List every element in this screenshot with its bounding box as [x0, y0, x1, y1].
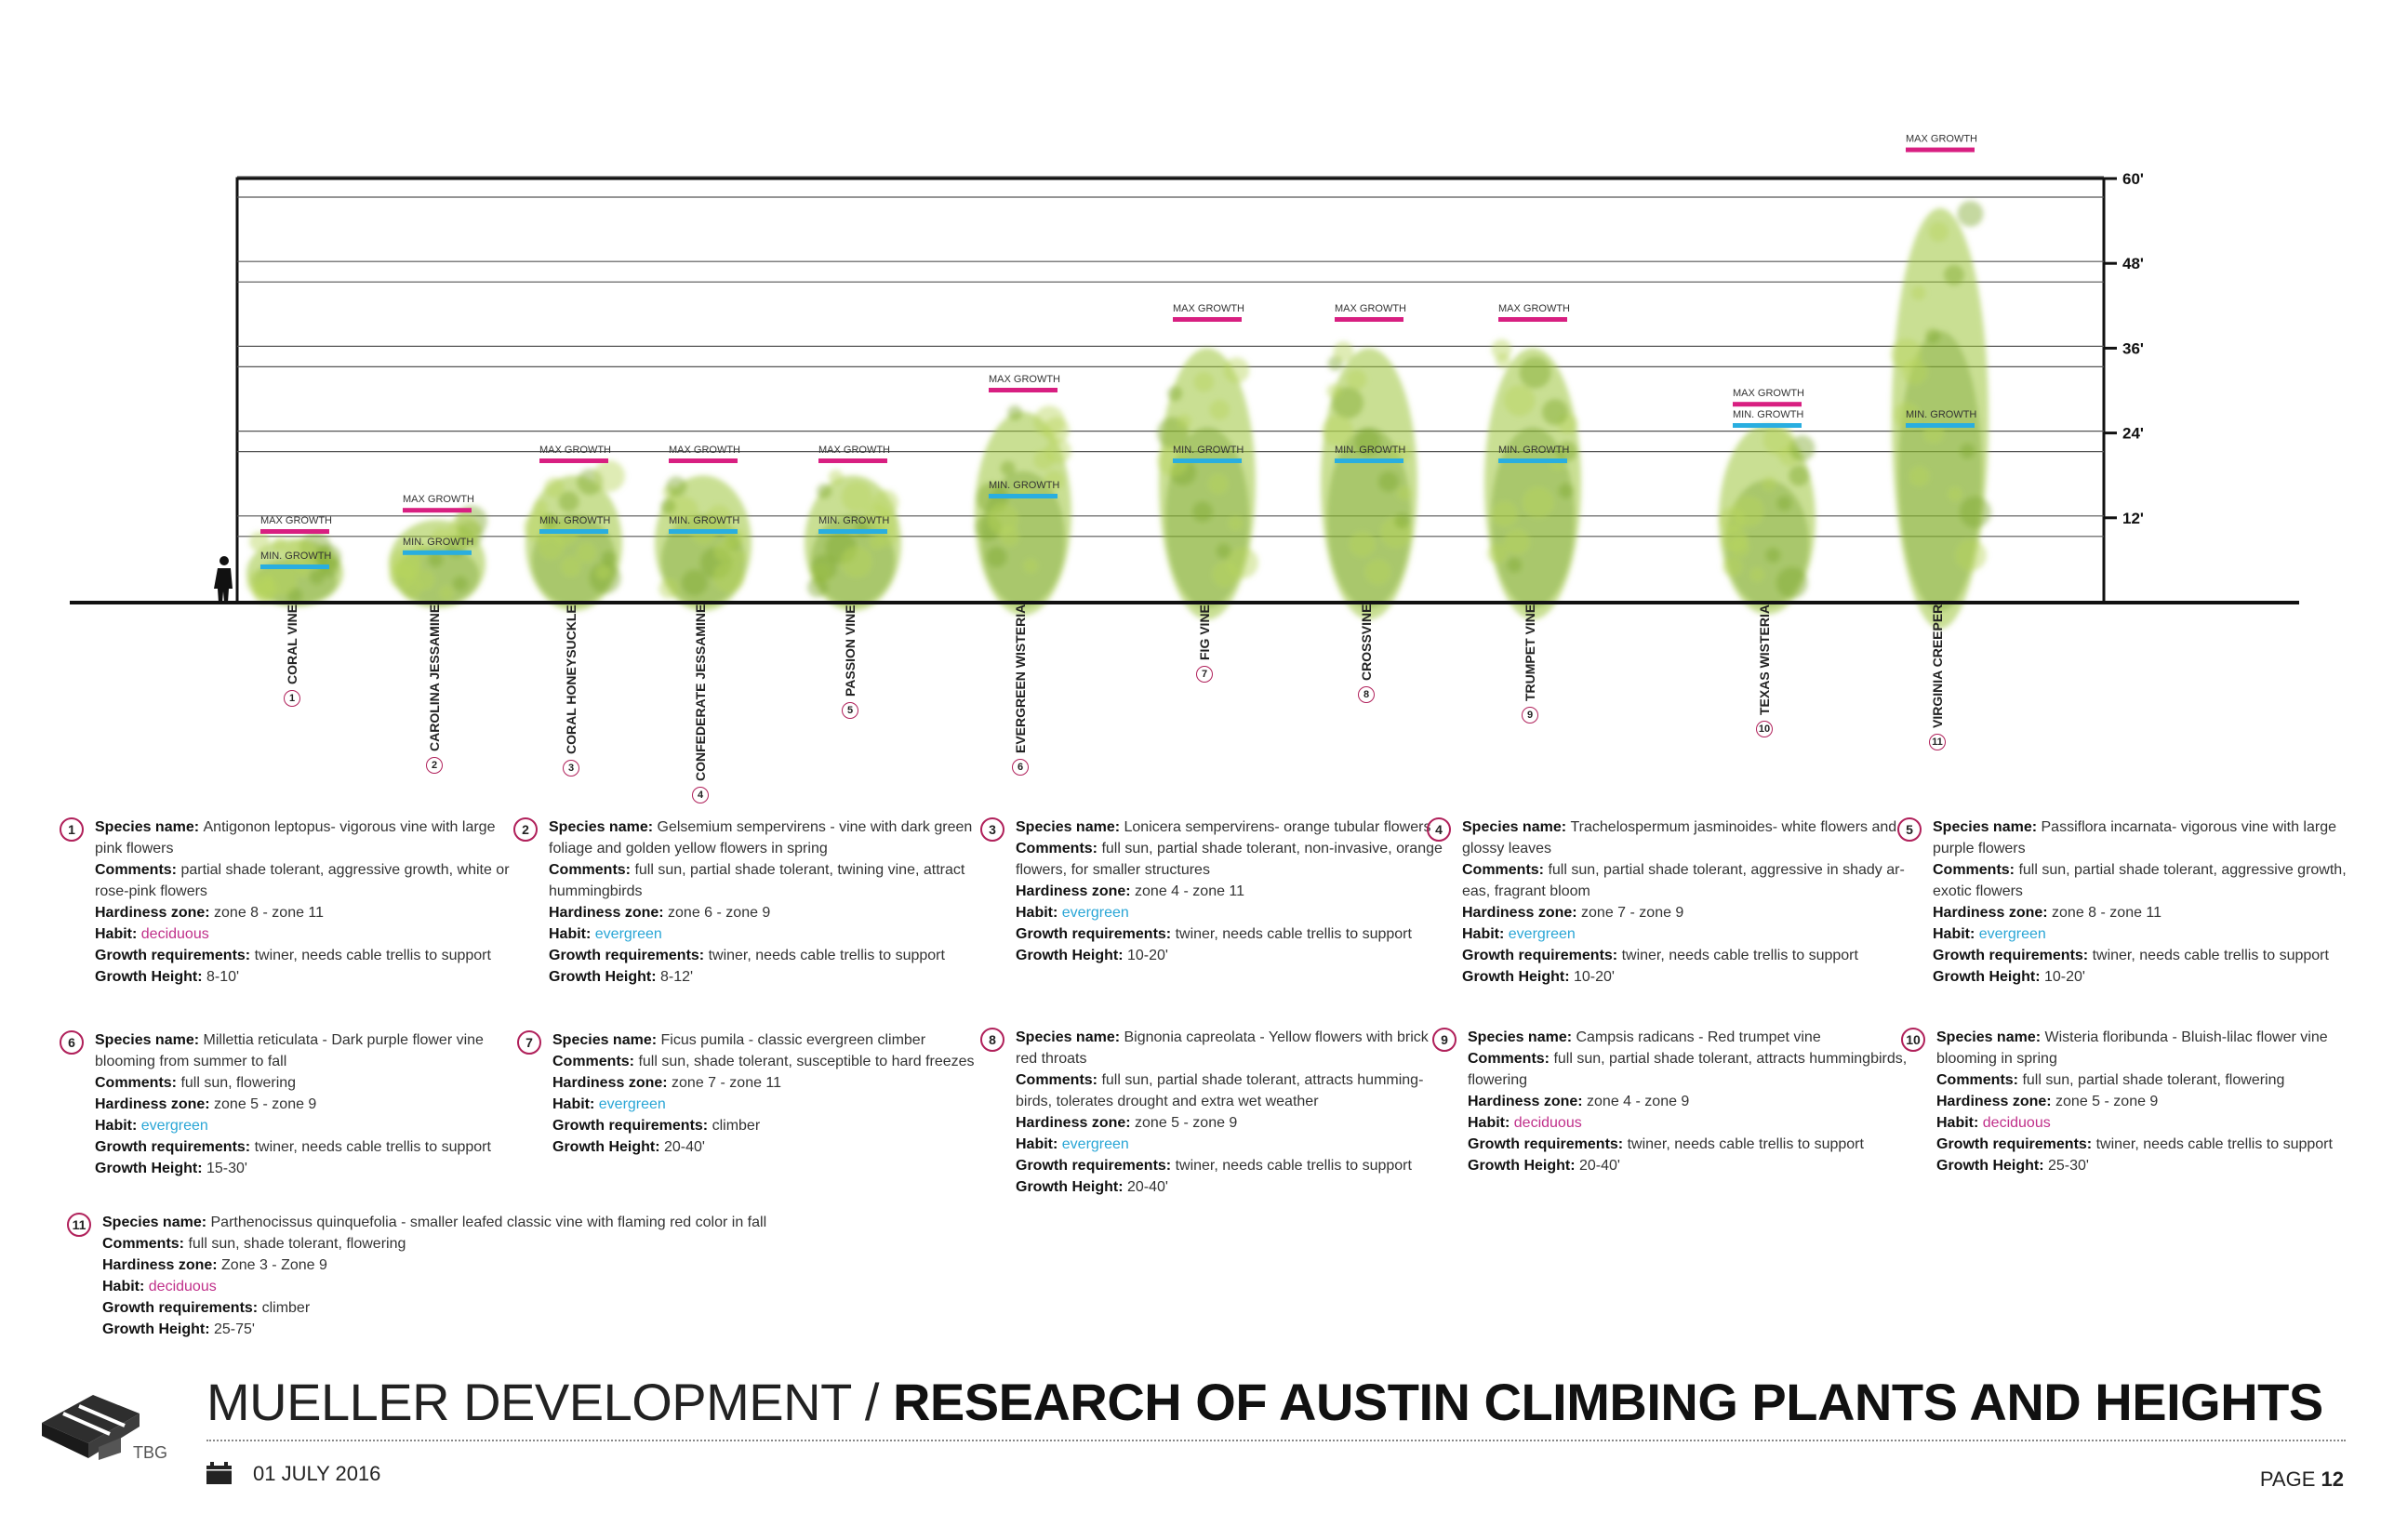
species-line: Comments: partial shade tolerant, aggressive growth, white or: [95, 862, 510, 878]
species-line: Growth Height: 20-40': [1016, 1179, 1168, 1195]
plant-name-label: [1012, 604, 1049, 781]
plant-name-label: [1929, 604, 1966, 781]
species-line: Comments: full sun, partial shade tolerant, attracts hummingbirds,: [1468, 1051, 1908, 1067]
max-growth-bar: [1173, 317, 1242, 322]
species-line: Hardiness zone: zone 4 - zone 11: [1016, 883, 1245, 899]
species-note: [525, 1029, 975, 1158]
species-number-badge: 4: [1427, 817, 1451, 842]
species-line: birds, tolerates drought and extra wet weather: [1016, 1094, 1319, 1109]
species-line: Growth requirements: climber: [552, 1118, 761, 1134]
species-note: [989, 1027, 1429, 1198]
page-number: [2260, 1467, 2344, 1492]
min-growth-label: MIN. GROWTH: [818, 515, 890, 526]
plant-foliage: [389, 505, 487, 608]
species-number-badge: 3: [980, 817, 1004, 842]
species-note: [68, 816, 510, 988]
y-tick-label: 12': [2122, 509, 2144, 527]
species-line: flowering: [1468, 1072, 1528, 1088]
plant-number-badge: 11: [1929, 734, 1946, 750]
plant-name: TEXAS WISTERIA: [1757, 604, 1772, 715]
species-line: Growth Height: 10-20': [1462, 969, 1615, 985]
species-note: [1435, 816, 1905, 988]
species-number-badge: 8: [980, 1028, 1004, 1052]
calendar-icon: [206, 1462, 232, 1484]
species-number-badge: 6: [60, 1030, 84, 1055]
species-line: Species name: Passiflora incarnata- vigorous vine with large: [1933, 819, 2336, 835]
plant-foliage: [524, 460, 625, 611]
species-note: [522, 816, 973, 988]
max-growth-label: MAX GROWTH: [539, 445, 611, 456]
min-growth-label: MIN. GROWTH: [260, 551, 332, 562]
species-line: Growth requirements: climber: [102, 1300, 311, 1316]
min-growth-label: MIN. GROWTH: [539, 515, 611, 526]
species-line: Comments: full sun, shade tolerant, flowering: [102, 1236, 406, 1252]
y-tick-label: 48': [2122, 255, 2144, 273]
species-line: Hardiness zone: zone 5 - zone 9: [1936, 1094, 2159, 1109]
species-line: eas, fragrant bloom: [1462, 883, 1590, 899]
plant-name: PASSION VINE: [843, 604, 858, 697]
max-growth-bar: [818, 458, 887, 463]
species-line: Growth requirements: twiner, needs cable trellis to support: [95, 948, 491, 963]
species-line: foliage and golden yellow flowers in spring: [549, 841, 828, 856]
species-line: Species name: Millettia reticulata - Dark purple flower vine: [95, 1032, 484, 1048]
species-number-badge: 5: [1897, 817, 1922, 842]
max-growth-label: MAX GROWTH: [989, 374, 1060, 385]
y-tick-label: 60': [2122, 170, 2144, 188]
max-growth-bar: [989, 388, 1057, 392]
max-growth-label: MAX GROWTH: [1733, 388, 1804, 400]
plant-name: CORAL VINE: [285, 604, 299, 684]
max-growth-bar: [1498, 317, 1567, 322]
species-notes: [0, 809, 2381, 1348]
plant-foliage: [1484, 339, 1581, 619]
plant-number-badge: 10: [1756, 721, 1773, 737]
max-growth-label: MAX GROWTH: [1173, 303, 1244, 314]
plant-foliage: [1321, 341, 1417, 619]
species-line: pink flowers: [95, 841, 174, 856]
species-line: Hardiness zone: zone 5 - zone 9: [95, 1096, 317, 1112]
species-line: Growth requirements: twiner, needs cable trellis to support: [549, 948, 945, 963]
plant-name-label: [842, 604, 879, 781]
species-line: glossy leaves: [1462, 841, 1552, 856]
species-number-badge: 9: [1432, 1028, 1457, 1052]
min-growth-bar: [989, 494, 1057, 498]
min-growth-label: MIN. GROWTH: [1335, 445, 1406, 456]
max-growth-bar: [1335, 317, 1403, 322]
species-line: Growth Height: 25-75': [102, 1321, 255, 1337]
plant-name-label: [284, 604, 321, 781]
min-growth-bar: [1173, 458, 1242, 463]
page-title: [206, 1372, 2323, 1432]
species-line: Habit: evergreen: [1462, 926, 1576, 942]
species-number-badge: 7: [517, 1030, 541, 1055]
min-growth-bar: [669, 529, 738, 534]
y-tick-label: 36': [2122, 339, 2144, 358]
species-line: blooming from summer to fall: [95, 1054, 287, 1069]
min-growth-label: MIN. GROWTH: [1173, 445, 1244, 456]
plant-number-badge: 1: [284, 690, 300, 707]
species-line: Species name: Parthenocissus quinquefolia - smaller leafed classic vine with flaming red color in fall: [102, 1215, 767, 1230]
plant-name: CAROLINA JESSAMINE: [427, 604, 442, 751]
title-divider: [206, 1440, 2346, 1441]
min-growth-bar: [1906, 423, 1975, 428]
plant-foliage: [655, 475, 752, 611]
species-line: Comments: full sun, partial shade tolerant, flowering: [1936, 1072, 2285, 1088]
plant-name-label: [563, 604, 600, 781]
species-note: [68, 1029, 491, 1179]
species-line: Hardiness zone: zone 8 - zone 11: [1933, 905, 2162, 921]
species-note: [989, 816, 1443, 966]
species-number-badge: 1: [60, 817, 84, 842]
max-growth-label: MAX GROWTH: [403, 494, 474, 506]
plant-number-badge: 6: [1012, 759, 1029, 776]
species-line: Comments: full sun, partial shade tolerant, aggressive in shady ar-: [1462, 862, 1905, 878]
species-line: Comments: full sun, partial shade tolerant, aggressive growth,: [1933, 862, 2347, 878]
min-growth-bar: [403, 551, 472, 555]
species-line: Growth requirements: twiner, needs cable trellis to support: [1016, 926, 1412, 942]
species-note: [1906, 816, 2347, 988]
min-growth-label: MIN. GROWTH: [1498, 445, 1570, 456]
species-line: Growth requirements: twiner, needs cable trellis to support: [1936, 1136, 2333, 1152]
species-line: Comments: full sun, partial shade tolerant, non-invasive, orange: [1016, 841, 1443, 856]
min-growth-label: MIN. GROWTH: [403, 536, 474, 548]
max-growth-bar: [1906, 148, 1975, 153]
species-line: Growth Height: 20-40': [552, 1139, 705, 1155]
species-number-badge: 2: [513, 817, 538, 842]
species-line: Species name: Campsis radicans - Red trumpet vine: [1468, 1029, 1821, 1045]
plant-name-label: [692, 604, 729, 801]
species-line: Species name: Antigonon leptopus- vigorous vine with large: [95, 819, 496, 835]
species-line: Growth Height: 25-30': [1936, 1158, 2089, 1174]
min-growth-bar: [539, 529, 608, 534]
min-growth-bar: [1733, 423, 1802, 428]
plant-name-label: [1756, 604, 1793, 781]
species-line: Habit: evergreen: [95, 1118, 208, 1134]
plant-name: FIG VINE: [1197, 604, 1212, 660]
max-growth-bar: [1733, 402, 1802, 406]
page-num: 12: [2321, 1467, 2344, 1491]
plant-name-label: [426, 604, 463, 781]
plant-foliage: [1157, 348, 1258, 619]
min-growth-bar: [1498, 458, 1567, 463]
min-growth-bar: [1335, 458, 1403, 463]
species-line: Comments: full sun, flowering: [95, 1075, 297, 1091]
species-line: rose-pink flowers: [95, 883, 207, 899]
species-line: Hardiness zone: zone 8 - zone 11: [95, 905, 325, 921]
species-line: Hardiness zone: zone 4 - zone 9: [1468, 1094, 1690, 1109]
species-line: Growth requirements: twiner, needs cable trellis to support: [1468, 1136, 1864, 1152]
species-line: Species name: Gelsemium sempervirens - vine with dark green: [549, 819, 973, 835]
species-line: Growth Height: 8-10': [95, 969, 240, 985]
max-growth-bar: [260, 529, 329, 534]
min-growth-label: MIN. GROWTH: [989, 480, 1060, 491]
plant-name: EVERGREEN WISTERIA: [1013, 604, 1028, 753]
species-line: purple flowers: [1933, 841, 2026, 856]
species-note: [1441, 1027, 1908, 1176]
species-line: Habit: evergreen: [1933, 926, 2046, 942]
species-number-badge: 11: [67, 1213, 91, 1237]
species-line: Growth Height: 20-40': [1468, 1158, 1620, 1174]
min-growth-bar: [260, 564, 329, 569]
species-line: Growth Height: 10-20': [1933, 969, 2085, 985]
plant-foliage: [805, 470, 901, 611]
species-line: Hardiness zone: zone 7 - zone 11: [552, 1075, 782, 1091]
title-project: MUELLER DEVELOPMENT /: [206, 1373, 893, 1431]
plant-number-badge: 4: [692, 787, 709, 803]
species-line: Species name: Wisteria floribunda - Bluish-lilac flower vine: [1936, 1029, 2328, 1045]
species-line: Growth requirements: twiner, needs cable trellis to support: [95, 1139, 491, 1155]
page-label: PAGE: [2259, 1467, 2316, 1491]
max-growth-bar: [403, 508, 472, 512]
species-line: Habit: deciduous: [102, 1279, 217, 1294]
species-line: Growth Height: 10-20': [1016, 948, 1168, 963]
species-line: Growth Height: 15-30': [95, 1161, 247, 1176]
max-growth-label: MAX GROWTH: [818, 445, 890, 456]
species-number-badge: 10: [1901, 1028, 1925, 1052]
date: 01 JULY 2016: [253, 1462, 381, 1485]
max-growth-label: MAX GROWTH: [1498, 303, 1570, 314]
min-growth-label: MIN. GROWTH: [669, 515, 740, 526]
species-line: Hardiness zone: Zone 3 - Zone 9: [102, 1257, 327, 1273]
species-line: Species name: Ficus pumila - classic evergreen climber: [552, 1032, 926, 1048]
species-line: exotic flowers: [1933, 883, 2023, 899]
species-line: Habit: deciduous: [1468, 1115, 1582, 1131]
min-growth-label: MIN. GROWTH: [1733, 409, 1804, 420]
plant-foliage: [1719, 424, 1816, 615]
species-line: Comments: full sun, partial shade tolerant, twining vine, attract: [549, 862, 965, 878]
species-note: [1906, 1027, 2333, 1176]
plant-name-label: [1522, 604, 1559, 781]
species-line: Habit: deciduous: [95, 926, 209, 942]
species-line: blooming in spring: [1936, 1051, 2057, 1067]
min-growth-bar: [818, 529, 887, 534]
species-line: Habit: evergreen: [549, 926, 662, 942]
species-line: flowers, for smaller structures: [1016, 862, 1210, 878]
plant-name-labels: [0, 595, 2381, 801]
min-growth-label: MIN. GROWTH: [1906, 409, 1977, 420]
max-growth-bar: [539, 458, 608, 463]
species-line: Habit: deciduous: [1936, 1115, 2051, 1131]
plant-name: TRUMPET VINE: [1523, 604, 1537, 701]
plant-number-badge: 2: [426, 757, 443, 774]
max-growth-bar: [669, 458, 738, 463]
plant-number-badge: 3: [563, 760, 579, 777]
plant-number-badge: 5: [842, 702, 858, 719]
species-line: Growth requirements: twiner, needs cable trellis to support: [1933, 948, 2329, 963]
max-growth-label: MAX GROWTH: [1335, 303, 1406, 314]
species-line: Species name: Lonicera sempervirens- orange tubular flowers: [1016, 819, 1431, 835]
plant-number-badge: 9: [1522, 707, 1538, 724]
plant-foliage: [975, 405, 1071, 616]
species-line: Species name: Trachelospermum jasminoides- white flowers and: [1462, 819, 1897, 835]
species-note: [72, 1212, 767, 1340]
species-line: Growth requirements: twiner, needs cable trellis to support: [1462, 948, 1858, 963]
species-line: Habit: evergreen: [1016, 905, 1129, 921]
species-line: Comments: full sun, shade tolerant, susceptible to hard freezes: [552, 1054, 975, 1069]
species-line: Hardiness zone: zone 7 - zone 9: [1462, 905, 1684, 921]
plant-name: CORAL HONEYSUCKLE: [564, 604, 579, 754]
plant-name-label: [1358, 604, 1395, 781]
plant-name-label: [1196, 604, 1233, 781]
max-growth-label: MAX GROWTH: [260, 515, 332, 526]
species-line: Hardiness zone: zone 6 - zone 9: [549, 905, 771, 921]
plant-name: CONFEDERATE JESSAMINE: [693, 604, 708, 781]
plant-number-badge: 8: [1358, 686, 1375, 703]
species-line: Growth Height: 8-12': [549, 969, 694, 985]
species-line: Habit: evergreen: [552, 1096, 666, 1112]
species-line: Comments: full sun, partial shade tolerant, attracts humming-: [1016, 1072, 1424, 1088]
tbg-logo-icon: [37, 1386, 149, 1469]
species-line: red throats: [1016, 1051, 1087, 1067]
plant-number-badge: 7: [1196, 666, 1213, 683]
y-tick-label: 24': [2122, 424, 2144, 443]
max-growth-label: MAX GROWTH: [669, 445, 740, 456]
species-line: hummingbirds: [549, 883, 643, 899]
species-line: Species name: Bignonia capreolata - Yellow flowers with brick: [1016, 1029, 1429, 1045]
plant-name: VIRGINIA CREEPER: [1930, 604, 1945, 728]
species-line: Hardiness zone: zone 5 - zone 9: [1016, 1115, 1238, 1131]
max-growth-label: MAX GROWTH: [1906, 133, 1977, 145]
logo-text: TBG: [133, 1443, 168, 1462]
species-line: Habit: evergreen: [1016, 1136, 1129, 1152]
plant-name: CROSSVINE: [1359, 604, 1374, 681]
species-line: Growth requirements: twiner, needs cable trellis to support: [1016, 1158, 1412, 1174]
title-subject: RESEARCH OF AUSTIN CLIMBING PLANTS AND HEIGHTS: [892, 1373, 2323, 1431]
